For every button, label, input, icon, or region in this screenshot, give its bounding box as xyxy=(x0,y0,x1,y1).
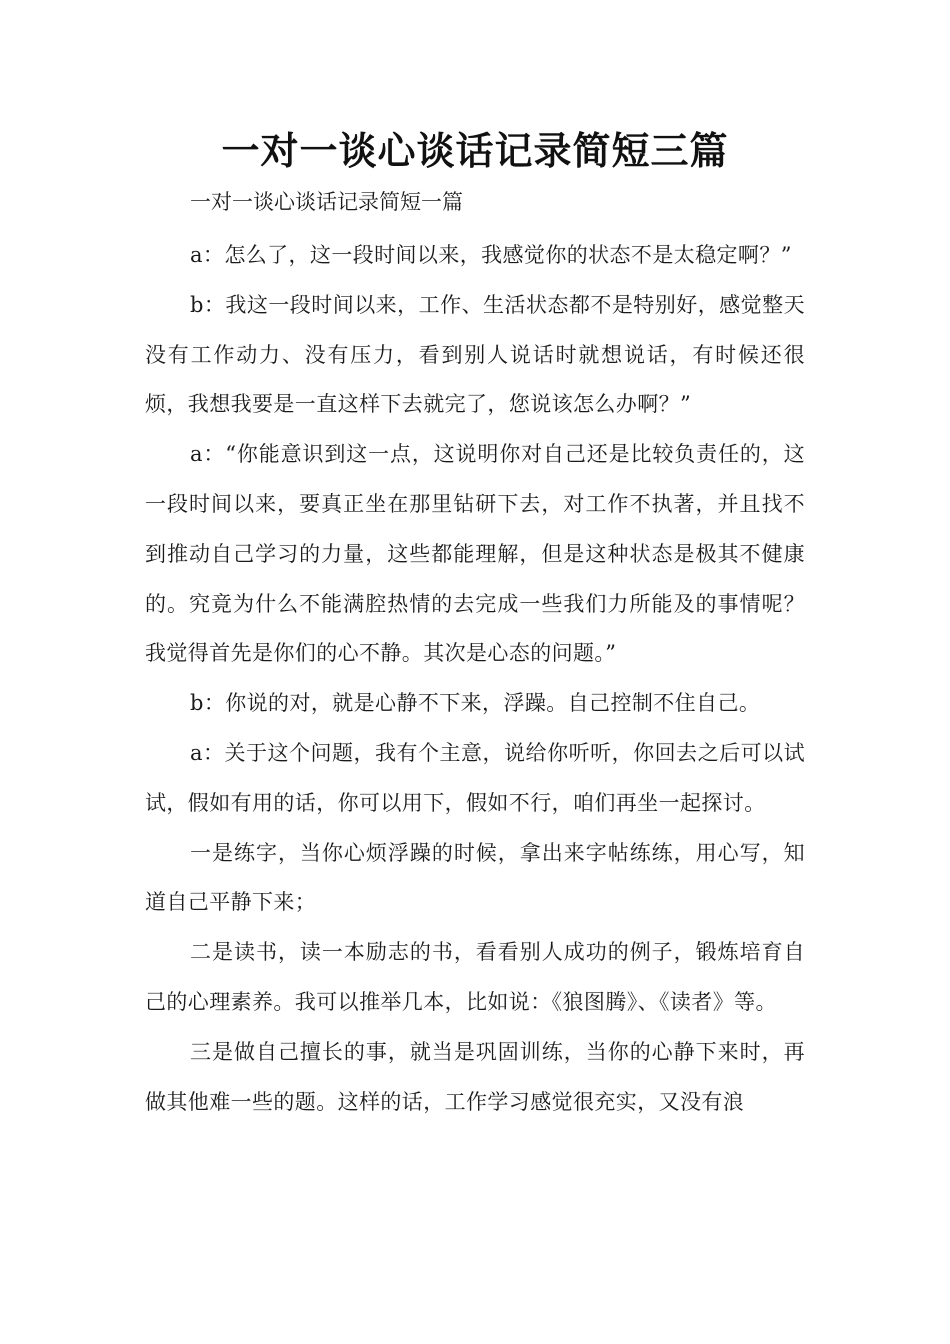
paragraph-8: 三是做自己擅长的事，就当是巩固训练，当你的心静下来时，再做其他难一些的题。这样的话，工作学习感觉很充实，又没有浪 xyxy=(145,1039,805,1114)
paragraph-6: 一是练字，当你心烦浮躁的时候，拿出来字帖练练，用心写，知道自己平静下来； xyxy=(145,840,805,915)
paragraph-5: a：关于这个问题，我有个主意，说给你听听，你回去之后可以试试，假如有用的话，你可以用下，假如不行，咱们再坐一起探讨。 xyxy=(145,740,805,815)
paragraph-3: a：“你能意识到这一点，这说明你对自己还是比较负责任的，这一段时间以来，要真正坐在那里钻研下去，对工作不执著，并且找不到推动自己学习的力量，这些都能理解，但是这种状态是极其不健康的。究竟为什么不能满腔热情的去完成一些我们力所能及的事情呢？我觉得首先是你们的心不静。其次是心态的问题。” xyxy=(145,442,805,666)
paragraph-4: b：你说的对，就是心静不下来，浮躁。自己控制不住自己。 xyxy=(190,691,761,716)
document-subtitle: 一对一谈心谈话记录简短一篇 xyxy=(190,190,463,214)
paragraph-2: b：我这一段时间以来，工作、生活状态都不是特别好，感觉整天没有工作动力、没有压力，看到别人说话时就想说话，有时候还很烦，我想我要是一直这样下去就完了，您说该怎么办啊？” xyxy=(145,292,805,417)
document-title: 一对一谈心谈话记录简短三篇 xyxy=(221,129,729,173)
paragraph-1: a：怎么了，这一段时间以来，我感觉你的状态不是太稳定啊？” xyxy=(190,243,792,267)
paragraph-7: 二是读书，读一本励志的书，看看别人成功的例子，锻炼培育自己的心理素养。我可以推举几本，比如说：《狼图腾》、《读者》等。 xyxy=(145,940,805,1014)
